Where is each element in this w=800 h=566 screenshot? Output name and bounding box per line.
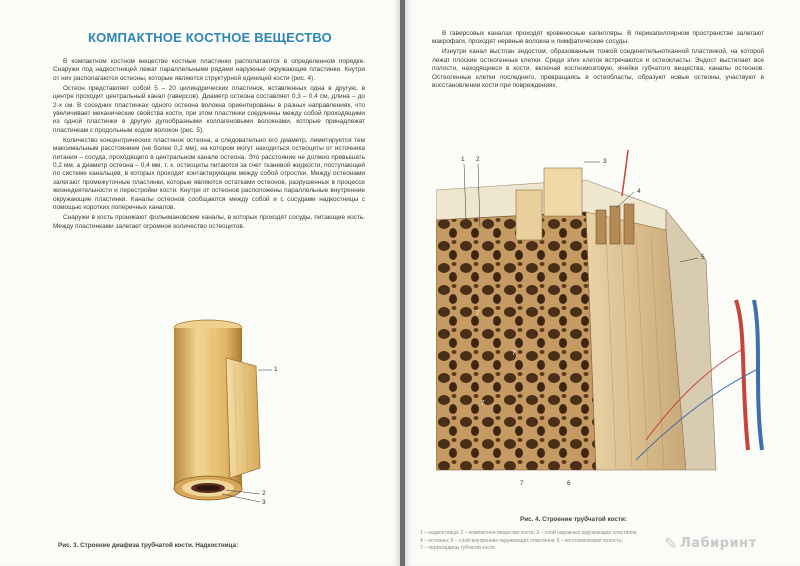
figure-4-legend [420, 530, 660, 553]
fig4-label-1: 1 [461, 156, 465, 163]
fig3-label-3: 3 [262, 499, 266, 506]
right-body-text [432, 30, 764, 92]
fig3-label-1: 1 [274, 366, 278, 373]
legend-line: 1 – надкостница; 2 – компактное вещество кости; 3 – слой наружных окружающих пластинок; [420, 530, 638, 536]
paragraph: Снаружи в кость проникают фолькмановские каналы, в которых проходят сосуды, питающие кость. Между пластинками залегает огромное количество остеоцитов. [53, 214, 365, 230]
fig4-label-2: 2 [476, 156, 480, 163]
figure-3-caption: Рис. 3. Строение диафиза трубчатой кости. Надкостница: [58, 542, 239, 549]
paragraph: В гаверсовых каналах проходят кровеносные капилляры. В перикапиллярном пространстве залегают макрофаги, проходят нервные волокна и лимфатические сосуды. [432, 30, 764, 46]
fig4-label-7: 7 [476, 310, 480, 317]
watermark-text: Лабиринт [680, 536, 757, 551]
section-heading: КОМПАКТНОЕ КОСТНОЕ ВЕЩЕСТВО [88, 30, 332, 45]
paragraph: Количество концентрических пластинок остеона, а следовательно его диаметр, лимитируется тем максимальным расстоянием (не более 0,2 мм), на котором могут находиться остеоциты от источника питания – сосуда, проходящего в центральном канале остеона. Это расстояние не должно превышать 0,2 мм, а диаметр остеона – 0,4 мм, т. к. остеоциты питаются за счет тканевой жидкости, поступающей по системе канальцев, в которых проходят контактирующие между собой отростки. Между остеонами залегают промежуточные пластинки, которые являются остатками остеонов, разрушенных в процессе жизнедеятельности и перестройки кости. Кнутри от остеонов расположены параллельные внутренние окружающие пластинки. Каналы остеонов сообщаются между собой и с сосудами надкостницы с помощью коротких поперечных каналов. [53, 136, 365, 212]
left-body-text [53, 58, 365, 233]
legend-line: 7 – перекладины губчатой кости [420, 545, 495, 551]
watermark-logo-icon: ✎ [664, 536, 678, 553]
paragraph: Остеон представляет собой 5 – 20 цилиндрических пластинок, вставленных одна в другую, в центре проходит центральный канал (гаверсов). Диаметр остеона составляет 0,3 – 0,4 см, длина – до 2-х см. В соседних пластинках одного остеона волокна ориентированы в разных направлениях, что увеличивает механические свойства кости, при этом пластинки соединены между собой проходящими из одной пластинки в другую дугообразными коллагеновыми волокнами, которые принадлежат пластинкам с продольным ходом волокон (рис. 5). [53, 84, 365, 134]
fig3-label-2: 2 [262, 490, 266, 497]
paragraph: Изнутри канал выстлан эндостом, образованным тонкой соединительнотканной пластинкой, на которой лежат плоские остеогенные клетки. Среди этих клеток встречаются и остеокласты. Эндост выстилает все полости, находящиеся в кости, включая костномозговую, ячейки губчатого вещества, каналы остеонов. Остеогенные клетки последнего, превращаясь в остеобласты, образуют новые остеоны, участвуют в восстановлении кости при повреждениях. [432, 48, 764, 90]
paragraph: В компактном костном веществе костные пластинки располагаются в определенном порядке. Снаружи под надкостницей лежат параллельными рядами наружные окружающие пластинки. Кнутри от них располагаются остеоны, которые являются структурной единицей кости (рис. 4). [53, 58, 365, 82]
fig4-label-7: 7 [481, 400, 485, 407]
fig4-label-6: 6 [567, 480, 571, 487]
figure-3-bone-diaphysis [160, 318, 290, 518]
fig4-label-7: 7 [512, 350, 516, 357]
fig4-label-5: 5 [701, 254, 705, 261]
figure-4-bone-structure [436, 150, 776, 490]
fig4-label-7: 7 [520, 480, 524, 487]
fig4-label-4: 4 [637, 188, 641, 195]
figure-4-caption: Рис. 4. Строение трубчатой кости: [520, 516, 627, 523]
fig4-label-3: 3 [603, 158, 607, 165]
legend-line: 4 – остеоны; 5 – слой внутренних окружающих пластинок; 6 – костномозговая полость; [420, 537, 623, 544]
